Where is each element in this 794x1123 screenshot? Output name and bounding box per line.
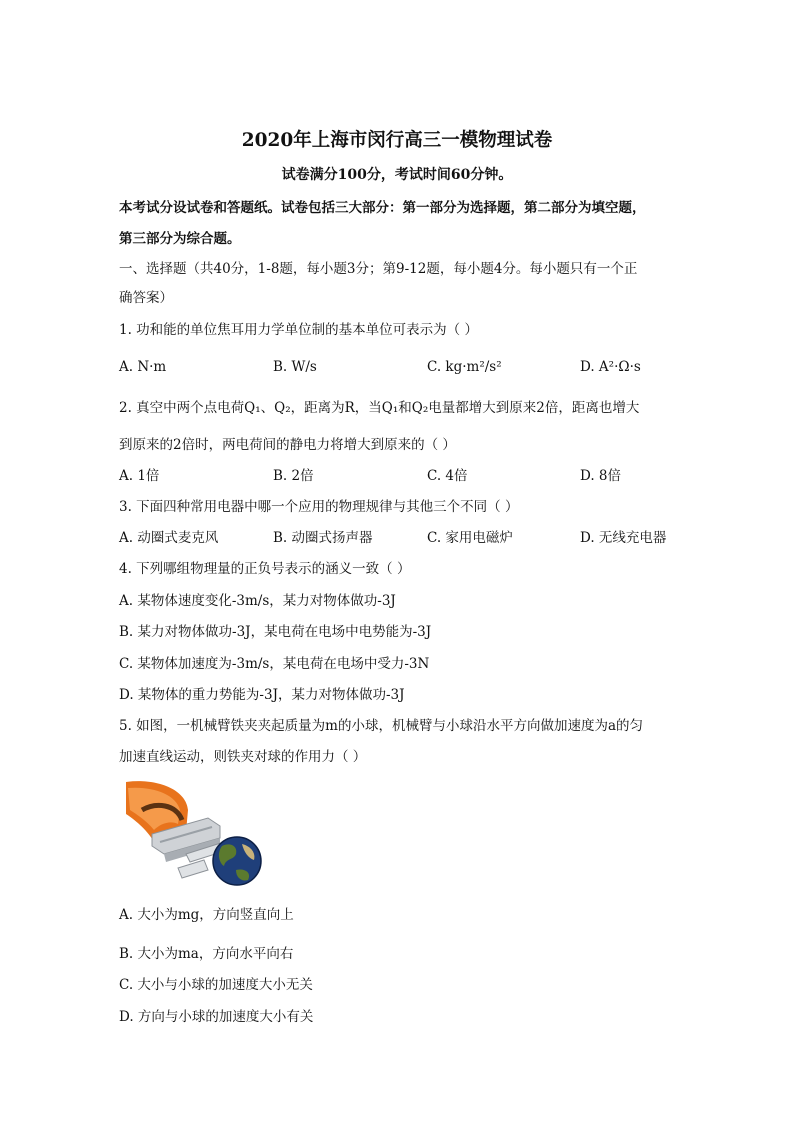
robot-arm-figure [124, 780, 266, 890]
question-2-option-d: D. 8倍 [580, 468, 622, 484]
question-2-stem-line-1: 2. 真空中两个点电荷Q₁、Q₂，距离为R，当Q₁和Q₂电量都增大到原来2倍，距离也增大 [119, 400, 640, 416]
intro-line-2: 第三部分为综合题。 [119, 231, 241, 247]
question-5-option-b: B. 大小为ma，方向水平向右 [119, 946, 294, 962]
question-1-option-b: B. W/s [273, 359, 317, 375]
section-heading-line-2: 确答案） [119, 290, 173, 306]
question-3-option-c: C. 家用电磁炉 [427, 530, 513, 546]
question-1-option-d: D. A²·Ω·s [580, 359, 641, 375]
question-4-option-c: C. 某物体加速度为-3m/s，某电荷在电场中受力-3N [119, 656, 430, 672]
question-1-stem: 1. 功和能的单位焦耳用力学单位制的基本单位可表示为（ ） [119, 322, 478, 338]
exam-info: 试卷满分100分，考试时间60分钟。 [281, 167, 513, 183]
question-5-option-d: D. 方向与小球的加速度大小有关 [119, 1009, 314, 1025]
question-5-option-a: A. 大小为mg，方向竖直向上 [119, 907, 294, 923]
question-2-stem-line-2: 到原来的2倍时，两电荷间的静电力将增大到原来的（ ） [119, 437, 456, 453]
question-1-option-a: A. N·m [119, 359, 167, 375]
question-5-stem-line-2: 加速直线运动，则铁夹对球的作用力（ ） [119, 749, 367, 765]
question-2-option-a: A. 1倍 [119, 468, 160, 484]
question-3-option-a: A. 动圈式麦克风 [119, 530, 219, 546]
question-4-option-a: A. 某物体速度变化-3m/s，某力对物体做功-3J [119, 593, 396, 609]
question-4-stem: 4. 下列哪组物理量的正负号表示的涵义一致（ ） [119, 561, 411, 577]
question-1-option-c: C. kg·m²/s² [427, 359, 502, 375]
question-2-option-b: B. 2倍 [273, 468, 314, 484]
question-5-stem-line-1: 5. 如图，一机械臂铁夹夹起质量为m的小球，机械臂与小球沿水平方向做加速度为a的匀 [119, 718, 644, 734]
question-3-stem: 3. 下面四种常用电器中哪一个应用的物理规律与其他三个不同（ ） [119, 499, 519, 515]
question-5-option-c: C. 大小与小球的加速度大小无关 [119, 977, 313, 993]
intro-line-1: 本考试分设试卷和答题纸。试卷包括三大部分：第一部分为选择题，第二部分为填空题， [119, 200, 646, 216]
question-4-option-d: D. 某物体的重力势能为-3J，某力对物体做功-3J [119, 687, 405, 703]
question-4-option-b: B. 某力对物体做功-3J，某电荷在电场中电势能为-3J [119, 624, 432, 640]
question-2-option-c: C. 4倍 [427, 468, 468, 484]
question-3-option-b: B. 动圈式扬声器 [273, 530, 373, 546]
question-3-option-d: D. 无线充电器 [580, 530, 667, 546]
page-title: 2020年上海市闵行高三一模物理试卷 [241, 130, 553, 151]
section-heading-line-1: 一、选择题（共40分，1-8题，每小题3分；第9-12题，每小题4分。每小题只有一个正 [119, 261, 638, 277]
